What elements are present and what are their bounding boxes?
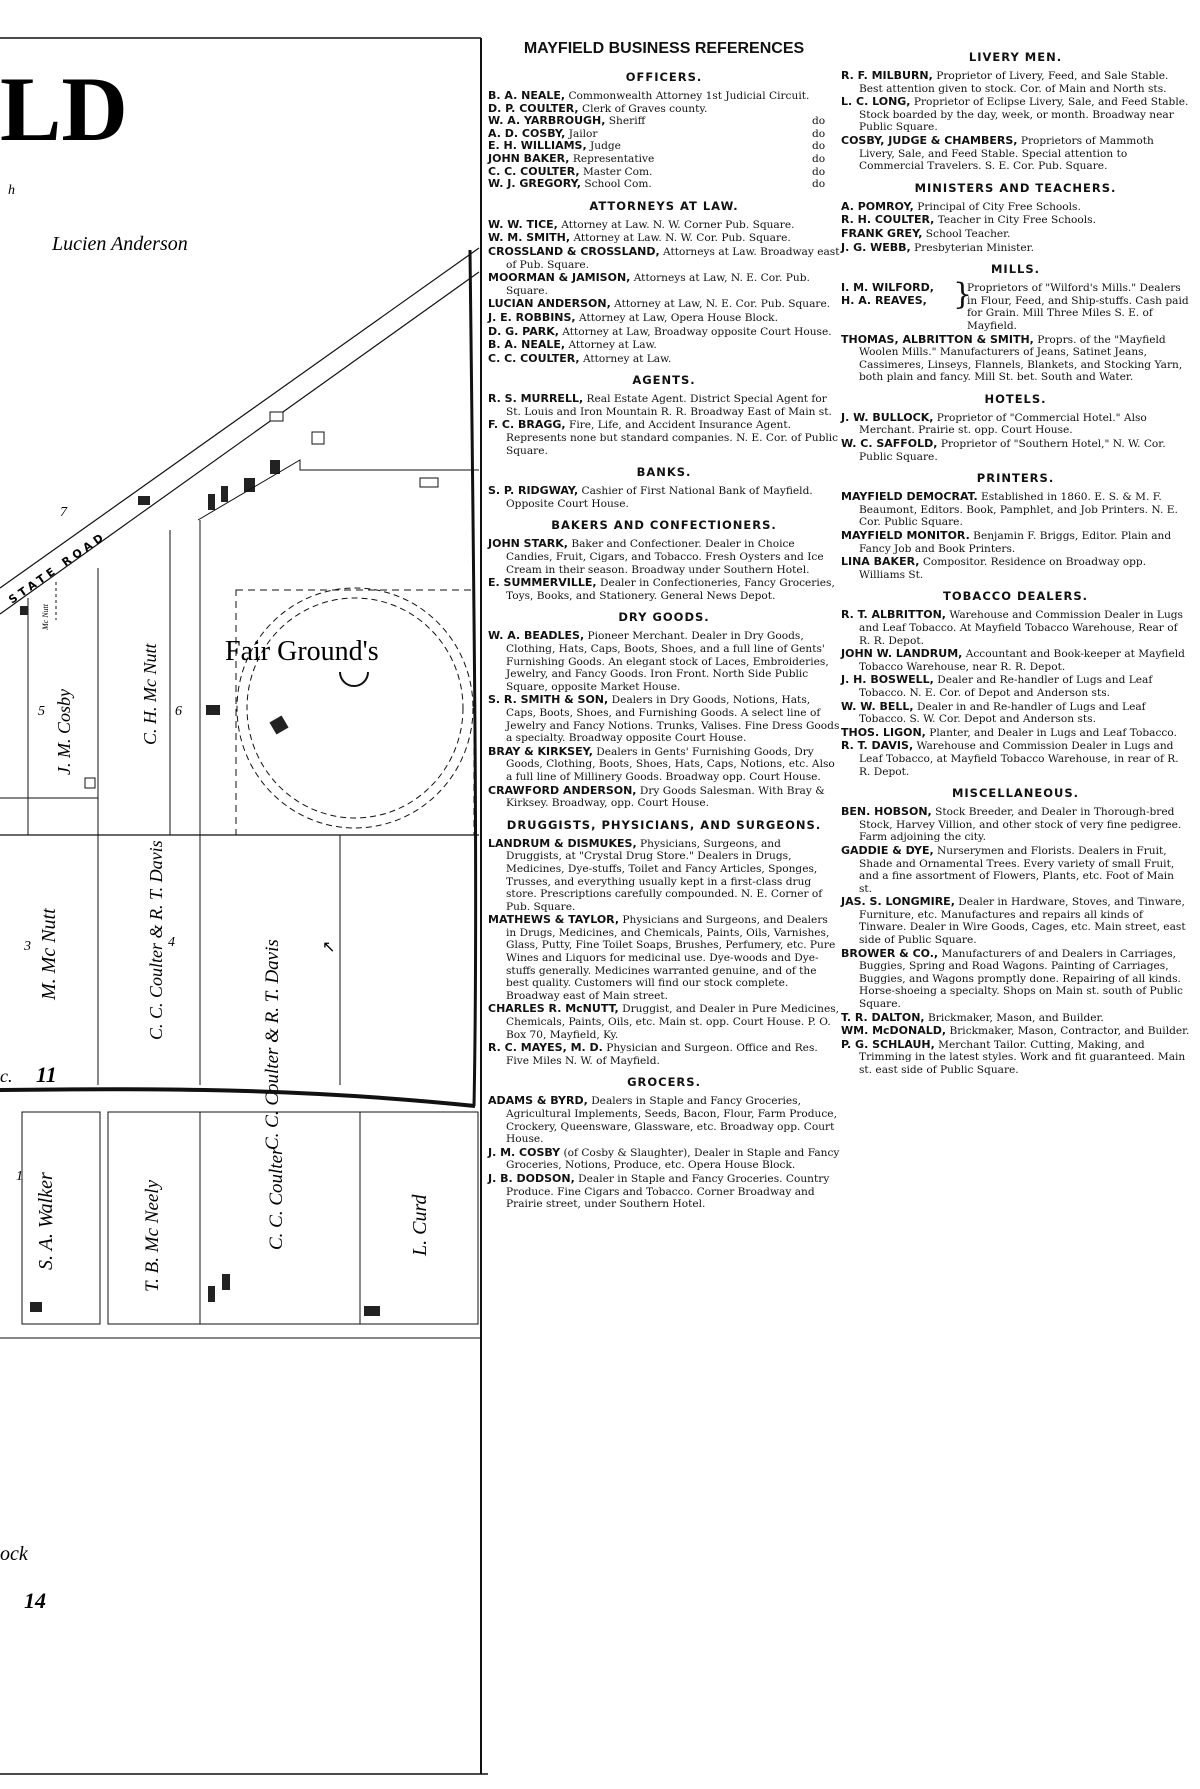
entry-text: Dealers in Dry Goods, Notions, Hats, Caps, Boots, Shoes, and Furnishing Goods. A select line of Jewelry and Fancy Notions. Trunks, Valises. Fine Dress Goods a specialty. Broadway opposite Court House. xyxy=(506,694,840,745)
ock-label: ock xyxy=(0,1543,28,1565)
entry-text: Attorney at Law. N. W. Cor. Pub. Square. xyxy=(573,232,791,245)
entry-name: W. C. SAFFOLD, xyxy=(841,437,938,451)
directory-entry xyxy=(488,914,840,1002)
directory-entry xyxy=(841,491,1190,529)
entry-name: CRAWFORD ANDERSON, xyxy=(488,783,637,797)
entry-text: Brickmaker, Mason, and Builder. xyxy=(927,1011,1104,1024)
directory-entry xyxy=(488,577,840,602)
section-heading: ATTORNEYS AT LAW. xyxy=(589,198,739,213)
ditto-mark: do xyxy=(812,165,826,178)
davis-left-label: C. C. Coulter & R. T. Davis xyxy=(146,840,166,1040)
directory-entry xyxy=(488,538,840,576)
svg-text:↖: ↖ xyxy=(322,939,336,956)
entry-name: J. B. DODSON, xyxy=(488,1171,575,1185)
entry-name: T. R. DALTON, xyxy=(841,1010,925,1024)
entry-text: Planter, and Dealer in Lugs and Leaf Tobacco. xyxy=(929,726,1177,739)
section-heading: PRINTERS. xyxy=(976,471,1055,486)
entry-text: Dealers in Gents' Furnishing Goods, Dry Goods, Clothing, Boots, Shoes, Hats, Caps, Notions, etc. Also a full line of Millinery Goods. Broadway opp. Court House. xyxy=(506,745,835,783)
section-heading: DRUGGISTS, PHYSICIANS, AND SURGEONS. xyxy=(506,817,822,832)
section-heading: AGENTS. xyxy=(632,373,696,388)
entry-text: Attorney at Law, N. E. Cor. Pub. Square. xyxy=(614,298,831,311)
directory-entry xyxy=(488,339,840,352)
h-mark: h xyxy=(8,183,15,198)
entry-name: A. POMROY, xyxy=(841,199,914,213)
directory-column-right xyxy=(841,42,1190,1078)
directory-entry xyxy=(841,1012,1190,1025)
directory-entry xyxy=(488,326,840,339)
entry-text: Dealer in and Re-handler of Lugs and Leaf Tobacco. S. W. Cor. Depot and Anderson sts. xyxy=(859,700,1146,726)
entry-name: MAYFIELD MONITOR. xyxy=(841,529,970,543)
brace: } xyxy=(953,277,973,313)
cosby-label: J. M. Cosby xyxy=(54,689,74,775)
directory-entry xyxy=(841,242,1190,255)
entry-text: Proprietor of Livery, Feed, and Sale Stable. Best attention given to stock. Cor. of Main and North sts. xyxy=(859,70,1169,95)
entry-name: J. W. BULLOCK, xyxy=(841,410,934,424)
ditto-mark: do xyxy=(812,178,826,191)
entry-name: W. M. SMITH, xyxy=(488,231,571,245)
entry-name: S. P. RIDGWAY, xyxy=(488,484,579,498)
directory-entry xyxy=(841,334,1190,384)
directory-entry xyxy=(488,1147,840,1172)
entry-name: J. H. BOSWELL, xyxy=(841,673,934,687)
num-3: 3 xyxy=(24,939,31,954)
ditto-mark: do xyxy=(812,115,826,128)
curd-label: L. Curd xyxy=(409,1194,431,1256)
section-heading: TOBACCO DEALERS. xyxy=(943,589,1088,604)
entry-text: Representative xyxy=(572,152,655,165)
page-title: MAYFIELD BUSINESS REFERENCES xyxy=(523,40,805,57)
entry-name: W. J. GREGORY, xyxy=(488,177,581,191)
entry-name: H. A. REAVES, xyxy=(841,293,927,307)
ditto-mark xyxy=(812,103,840,116)
entry-name: JOHN W. LANDRUM, xyxy=(841,647,963,661)
num-1: 1 xyxy=(16,1169,23,1184)
entry-text: Attorneys at Law, N. E. Cor. Pub. Square. xyxy=(506,272,810,297)
entry-name: BROWER & CO., xyxy=(841,946,939,960)
entry-text: Nurserymen and Florists. Dealers in Fruit, Shade and Ornamental Trees. Every variety of small Fruit, and a fine assortment of Flowers, Plants, etc. Foot of Main st. xyxy=(859,844,1175,895)
entry-name: F. C. BRAGG, xyxy=(488,418,566,432)
directory-entry xyxy=(841,948,1190,1011)
directory-entry xyxy=(841,135,1190,173)
entry-name: COSBY, JUDGE & CHAMBERS, xyxy=(841,133,1018,147)
directory-entry xyxy=(488,1003,840,1041)
directory-entry xyxy=(841,727,1190,740)
entry-text: Attorney at Law. xyxy=(582,352,672,365)
section-heading: OFFICERS. xyxy=(625,70,703,84)
entry-text: Dealer in Hardware, Stoves, and Tinware, Furniture, etc. Manufactures and repairs all kinds of Tinware. Dealer in Wire Goods, Cages, etc. Main street, east side of Public Square. xyxy=(859,896,1186,947)
entry-name: P. G. SCHLAUH, xyxy=(841,1037,935,1051)
walker-label: S. A. Walker xyxy=(35,1172,57,1270)
directory-entry xyxy=(488,312,840,325)
directory-entry xyxy=(488,272,840,297)
entry-name: E. SUMMERVILLE, xyxy=(488,576,597,590)
directory-entry xyxy=(488,838,840,914)
entry-text: Warehouse and Commission Dealer in Lugs and Leaf Tobacco. At Mayfield Tobacco Warehouse, Rear of R. R. Depot. xyxy=(859,609,1183,647)
directory-entry xyxy=(488,1042,840,1067)
directory-entry xyxy=(488,785,840,810)
entry-text: Physicians, Surgeons, and Druggists, at "Crystal Drug Store." Dealers in Drugs, Medicines, Dye-stuffs, Toilet and Fancy Articles, Sponges, Trusses, and everything usually kept in a first-class drug store. Prescriptions carefully compounded. N. E. Corner of Pub. Square. xyxy=(506,837,823,913)
entry-text: Pioneer Merchant. Dealer in Dry Goods, Clothing, Hats, Caps, Boots, Shoes, and a full line of Gents' Furnishing Goods. An elegant stock of Laces, Embroideries, Jewelry, and Fancy Goods. Iron Front. North Side Public Square, opposite Market House. xyxy=(506,630,829,693)
section-heading: HOTELS. xyxy=(984,391,1047,406)
directory-entry xyxy=(488,353,840,366)
directory-entry xyxy=(488,694,840,744)
entry-text: Proprs. of the "Mayfield Woolen Mills." Manufacturers of Jeans, Satinet Jeans, Cassimeres, Linseys, Flannels, Blankets, and Stocking Yarn, both plain and fancy. Mill St. bet. South and Water. xyxy=(859,333,1183,384)
entry-name: J. G. WEBB, xyxy=(841,240,911,254)
section-heading: MINISTERS AND TEACHERS. xyxy=(914,180,1117,195)
directory-entry xyxy=(488,232,840,245)
ditto-mark: do xyxy=(812,152,826,165)
entry-text: Real Estate Agent. District Special Agent for St. Louis and Iron Mountain R. R. Broadway East of Main st. xyxy=(506,393,832,418)
coulter-davis-label: C. C. Coulter & R. T. Davis xyxy=(262,939,283,1150)
directory-entry xyxy=(841,648,1190,673)
directory-entry xyxy=(841,674,1190,699)
mcnutt-top-label: C. H. Mc Nutt xyxy=(140,643,160,745)
plat-map xyxy=(0,0,488,1789)
entry-name: L. C. LONG, xyxy=(841,95,911,109)
entry-text: Cashier of First National Bank of Mayfield. Opposite Court House. xyxy=(506,485,813,510)
entry-text: Stock Breeder, and Dealer in Thorough-bred Stock, Harvey Villion, and other stock of very fine pedigree. Farm adjoining the city. xyxy=(859,806,1182,844)
entry-name: R. T. DAVIS, xyxy=(841,739,914,753)
entry-name: E. H. WILLIAMS, xyxy=(488,139,587,153)
entry-name: J. M. COSBY xyxy=(488,1145,561,1159)
entry-name: S. R. SMITH & SON, xyxy=(488,693,609,707)
num-5: 5 xyxy=(38,704,45,719)
directory-entry xyxy=(841,609,1190,647)
entry-text: Druggist, and Dealer in Pure Medicines, Chemicals, Paints, Oils, etc. Main st. opp. Court House. P. O. Box 70, Mayfield, Ky. xyxy=(506,1003,840,1041)
entry-text: Presbyterian Minister. xyxy=(914,241,1034,254)
directory-entry xyxy=(841,845,1190,895)
ditto-mark xyxy=(812,90,840,103)
directory-entry xyxy=(841,701,1190,726)
entry-name: THOMAS, ALBRITTON & SMITH, xyxy=(841,332,1034,346)
entry-name: WM. McDONALD, xyxy=(841,1024,947,1038)
entry-text: Attorney at Law, Broadway opposite Court House. xyxy=(562,325,832,338)
directory-entry xyxy=(841,806,1190,844)
directory-entry xyxy=(841,740,1190,778)
entry-text: Manufacturers of and Dealers in Carriages, Buggies, Spring and Road Wagons. Painting of Carriages, Buggies, and Wagons promptly done. Repairing of all kinds. Horse-shoeing a specialty. Shops on Main st. south of Public Square. xyxy=(859,947,1183,1011)
entry-text: Proprietors of "Wilford's Mills." Dealers in Flour, Feed, and Ship-stuffs. Cash paid for Grain. Mill Three Miles S. E. of Mayfield. xyxy=(967,282,1189,332)
entry-name: R. C. MAYES, M. D. xyxy=(488,1041,603,1055)
entry-text: Established in 1860. E. S. & M. F. Beaumont, Editors. Book, Pamphlet, and Job Printers. N. E. Cor. Public Square. xyxy=(859,491,1178,529)
directory-entry xyxy=(488,393,840,418)
section-heading: BANKS. xyxy=(636,465,692,480)
entry-name: CROSSLAND & CROSSLAND, xyxy=(488,244,660,258)
section-heading: DRY GOODS. xyxy=(618,610,710,625)
entry-name: JOHN BAKER, xyxy=(488,151,570,165)
entry-name: GADDIE & DYE, xyxy=(841,843,934,857)
entry-text: Baker and Confectioner. Dealer in Choice Candies, Fruit, Cigars, and Tobacco. Fresh Oysters and Ice Cream in their season. Broadway under Southern Hotel. xyxy=(506,538,824,576)
section-heading: MILLS. xyxy=(990,262,1041,277)
directory-entry xyxy=(841,412,1190,437)
directory-entry xyxy=(488,246,840,271)
directory-entry xyxy=(488,219,840,232)
small-lot-label: Mc Nutt xyxy=(41,604,50,630)
directory-entry xyxy=(841,556,1190,581)
entry-name: W. A. BEADLES, xyxy=(488,629,585,643)
entry-name: R. S. MURRELL, xyxy=(488,392,584,406)
num-14: 14 xyxy=(24,1588,46,1613)
entry-text: Brickmaker, Mason, Contractor, and Builder. xyxy=(949,1025,1190,1038)
entry-name: R. H. COULTER, xyxy=(841,213,935,227)
neely-label: T. B. Mc Neely xyxy=(142,1179,163,1292)
entry-text: Dealer in Staple and Fancy Groceries. Country Produce. Fine Cigars and Tobacco. Corner Broadway and Prairie street, under Southern Hotel. xyxy=(506,1172,830,1211)
entry-text: Attorney at Law. N. W. Corner Pub. Square. xyxy=(561,218,795,231)
coulter-bottom-label: C. C. Coulter xyxy=(266,1147,287,1250)
entry-name: R. F. MILBURN, xyxy=(841,69,933,82)
entry-text: Proprietors of Mammoth Livery, Sale, and Feed Stable. Special attention to Commercial Travelers. S. E. Cor. Pub. Square. xyxy=(859,134,1154,173)
entry-text: Master Com. xyxy=(582,165,653,178)
entry-name: MATHEWS & TAYLOR, xyxy=(488,913,620,927)
entry-name: B. A. NEALE, xyxy=(488,89,566,102)
directory-entry xyxy=(841,896,1190,946)
entry-name: R. T. ALBRITTON, xyxy=(841,608,946,622)
entry-text: Physicians and Surgeons, and Dealers in Drugs, Medicines, and Chemicals, Paints, Oils, Varnishes, Glass, Putty, Fine Toilet Soaps, Brushes, Perfumery, etc. Pure Wines and Liquors for medicinal use. Dye-woods and Dye-stuffs generally. Medicines warranted genuine, and of the best quality. Customers will find our stock complete. Broadway east of Main street. xyxy=(506,914,836,1002)
directory-entry xyxy=(488,485,840,510)
section-heading: MISCELLANEOUS. xyxy=(951,786,1080,801)
entry-text: Teacher in City Free Schools. xyxy=(937,214,1096,227)
entry-text: Physician and Surgeon. Office and Res. Five Miles N. W. of Mayfield. xyxy=(506,1042,818,1067)
entry-name: W. W. TICE, xyxy=(488,217,558,231)
entry-name: CHARLES R. McNUTT, xyxy=(488,1002,619,1016)
directory-entry xyxy=(488,298,840,311)
entry-name: B. A. NEALE, xyxy=(488,338,566,352)
entry-text: Clerk of Graves county. xyxy=(581,102,708,115)
big-letters: LD xyxy=(0,58,128,160)
entry-text: Dealers in Staple and Fancy Groceries, Agricultural Implements, Seeds, Bacon, Flour, Farm Produce, Crockery, Queensware, Glassware, etc. Broadway opp. Court House. xyxy=(506,1095,837,1146)
num-4: 4 xyxy=(168,935,175,950)
num-6: 6 xyxy=(175,704,182,719)
entry-text: Jailor xyxy=(568,127,598,140)
entry-name: W. A. YARBROUGH, xyxy=(488,114,606,128)
entry-text: Compositor. Residence on Broadway opp. Williams St. xyxy=(859,556,1147,581)
entry-text: Attorneys at Law. Broadway east of Pub. Square. xyxy=(506,245,840,271)
directory-entry xyxy=(841,1039,1190,1077)
entry-text: School Teacher. xyxy=(925,227,1011,240)
directory-entry xyxy=(488,1095,840,1145)
entry-name: J. E. ROBBINS, xyxy=(488,310,576,324)
entry-name: BEN. HOBSON, xyxy=(841,805,932,819)
section-heading: LIVERY MEN. xyxy=(968,50,1063,64)
entry-text: Dealer and Re-handler of Lugs and Leaf Tobacco. N. E. Cor. of Depot and Anderson sts. xyxy=(859,674,1153,699)
directory-entry xyxy=(841,438,1190,463)
directory-entry xyxy=(841,228,1190,241)
entry-name: THOS. LIGON, xyxy=(841,725,926,739)
entry-name: MOORMAN & JAMISON, xyxy=(488,271,631,285)
entry-text: Commonwealth Attorney 1st Judicial Circuit. xyxy=(568,90,810,102)
entry-text: Proprietor of Eclipse Livery, Sale, and Feed Stable. Stock boarded by the day, week, or month. Broadway near Public Square. xyxy=(859,96,1189,134)
section-heading: GROCERS. xyxy=(627,1075,701,1090)
entry-name: LUCIAN ANDERSON, xyxy=(488,297,611,311)
fair-grounds-label: Fair Ground's xyxy=(225,636,379,667)
directory-entry xyxy=(488,419,840,457)
entry-text: Principal of City Free Schools. xyxy=(917,200,1081,213)
entry-name: C. C. COULTER, xyxy=(488,351,580,365)
entry-name: D. G. PARK, xyxy=(488,324,559,338)
lucien-label: Lucien Anderson xyxy=(52,233,188,255)
entry-name: JAS. S. LONGMIRE, xyxy=(841,895,955,909)
ditto-mark: do xyxy=(812,127,826,140)
ditto-mark: do xyxy=(812,140,826,153)
c-label: c. xyxy=(0,1066,13,1086)
entry-text: Fire, Life, and Accident Insurance Agent. Represents none but standard companies. N. E. Cor. of Public Square. xyxy=(506,419,839,457)
entry-text: Proprietor of "Southern Hotel," N. W. Cor. Public Square. xyxy=(859,438,1166,463)
directory-entry xyxy=(841,96,1190,134)
directory-entry xyxy=(841,201,1190,214)
entry-text: Benjamin F. Briggs, Editor. Plain and Fancy Job and Book Printers. xyxy=(859,530,1172,555)
section-heading: BAKERS AND CONFECTIONERS. xyxy=(551,518,777,533)
entry-name: MAYFIELD DEMOCRAT. xyxy=(841,490,978,504)
officer-entry xyxy=(488,178,840,191)
num-11: 11 xyxy=(36,1062,57,1087)
entry-name: BRAY & KIRKSEY, xyxy=(488,744,593,758)
entry-name: D. P. COULTER, xyxy=(488,101,579,115)
directory-entry xyxy=(841,1025,1190,1038)
entry-text: Proprietor of "Commercial Hotel." Also Merchant. Prairie st. opp. Court House. xyxy=(859,411,1147,437)
entry-name: C. C. COULTER, xyxy=(488,164,580,178)
directory-entry xyxy=(488,746,840,784)
entry-text: Judge xyxy=(590,140,621,153)
entry-text: Attorney at Law. xyxy=(568,339,657,352)
entry-text: (of Cosby & Slaughter), Dealer in Staple and Fancy Groceries, Notions, Produce, etc. Opera House Block. xyxy=(506,1146,840,1172)
entry-name: W. W. BELL, xyxy=(841,699,914,713)
directory-entry xyxy=(841,214,1190,227)
bracket-entry xyxy=(841,277,1190,332)
entry-name: A. D. COSBY, xyxy=(488,126,566,140)
directory-entry xyxy=(488,1173,840,1211)
mcnutt-bottom-label: M. Mc Nutt xyxy=(38,908,60,1000)
state-road-label: STATE ROAD xyxy=(6,529,109,607)
entry-text: School Com. xyxy=(584,178,652,191)
entry-text: Dry Goods Salesman. With Bray & Kirksey. Broadway, opp. Court House. xyxy=(506,784,825,810)
num-7: 7 xyxy=(60,505,67,520)
entry-name: LINA BAKER, xyxy=(841,555,920,569)
directory-column-left xyxy=(488,62,840,1212)
entry-name: ADAMS & BYRD, xyxy=(488,1094,588,1108)
directory-entry xyxy=(841,70,1190,95)
entry-name: I. M. WILFORD, xyxy=(841,281,934,295)
entry-name: FRANK GREY, xyxy=(841,226,923,240)
directory-entry xyxy=(488,630,840,693)
entry-text: Accountant and Book-keeper at Mayfield Tobacco Warehouse, near R. R. Depot. xyxy=(859,648,1185,673)
entry-text: Dealer in Confectioneries, Fancy Groceries, Toys, Books, and Stationery. General News Depot. xyxy=(506,577,835,602)
entry-text: Attorney at Law, Opera House Block. xyxy=(579,311,778,324)
entry-name: LANDRUM & DISMUKES, xyxy=(488,836,637,850)
directory-entry xyxy=(841,530,1190,555)
entry-text: Merchant Tailor. Cutting, Making, and Trimming in the latest styles. Work and fit guaranteed. Main st. east side of Public Square. xyxy=(859,1038,1186,1076)
entry-text: Warehouse and Commission Dealer in Lugs and Leaf Tobacco, at Mayfield Tobacco Warehouse, in rear of R. R. Depot. xyxy=(859,740,1179,778)
entry-name: JOHN STARK, xyxy=(488,537,568,551)
entry-text: Sheriff xyxy=(608,115,646,128)
